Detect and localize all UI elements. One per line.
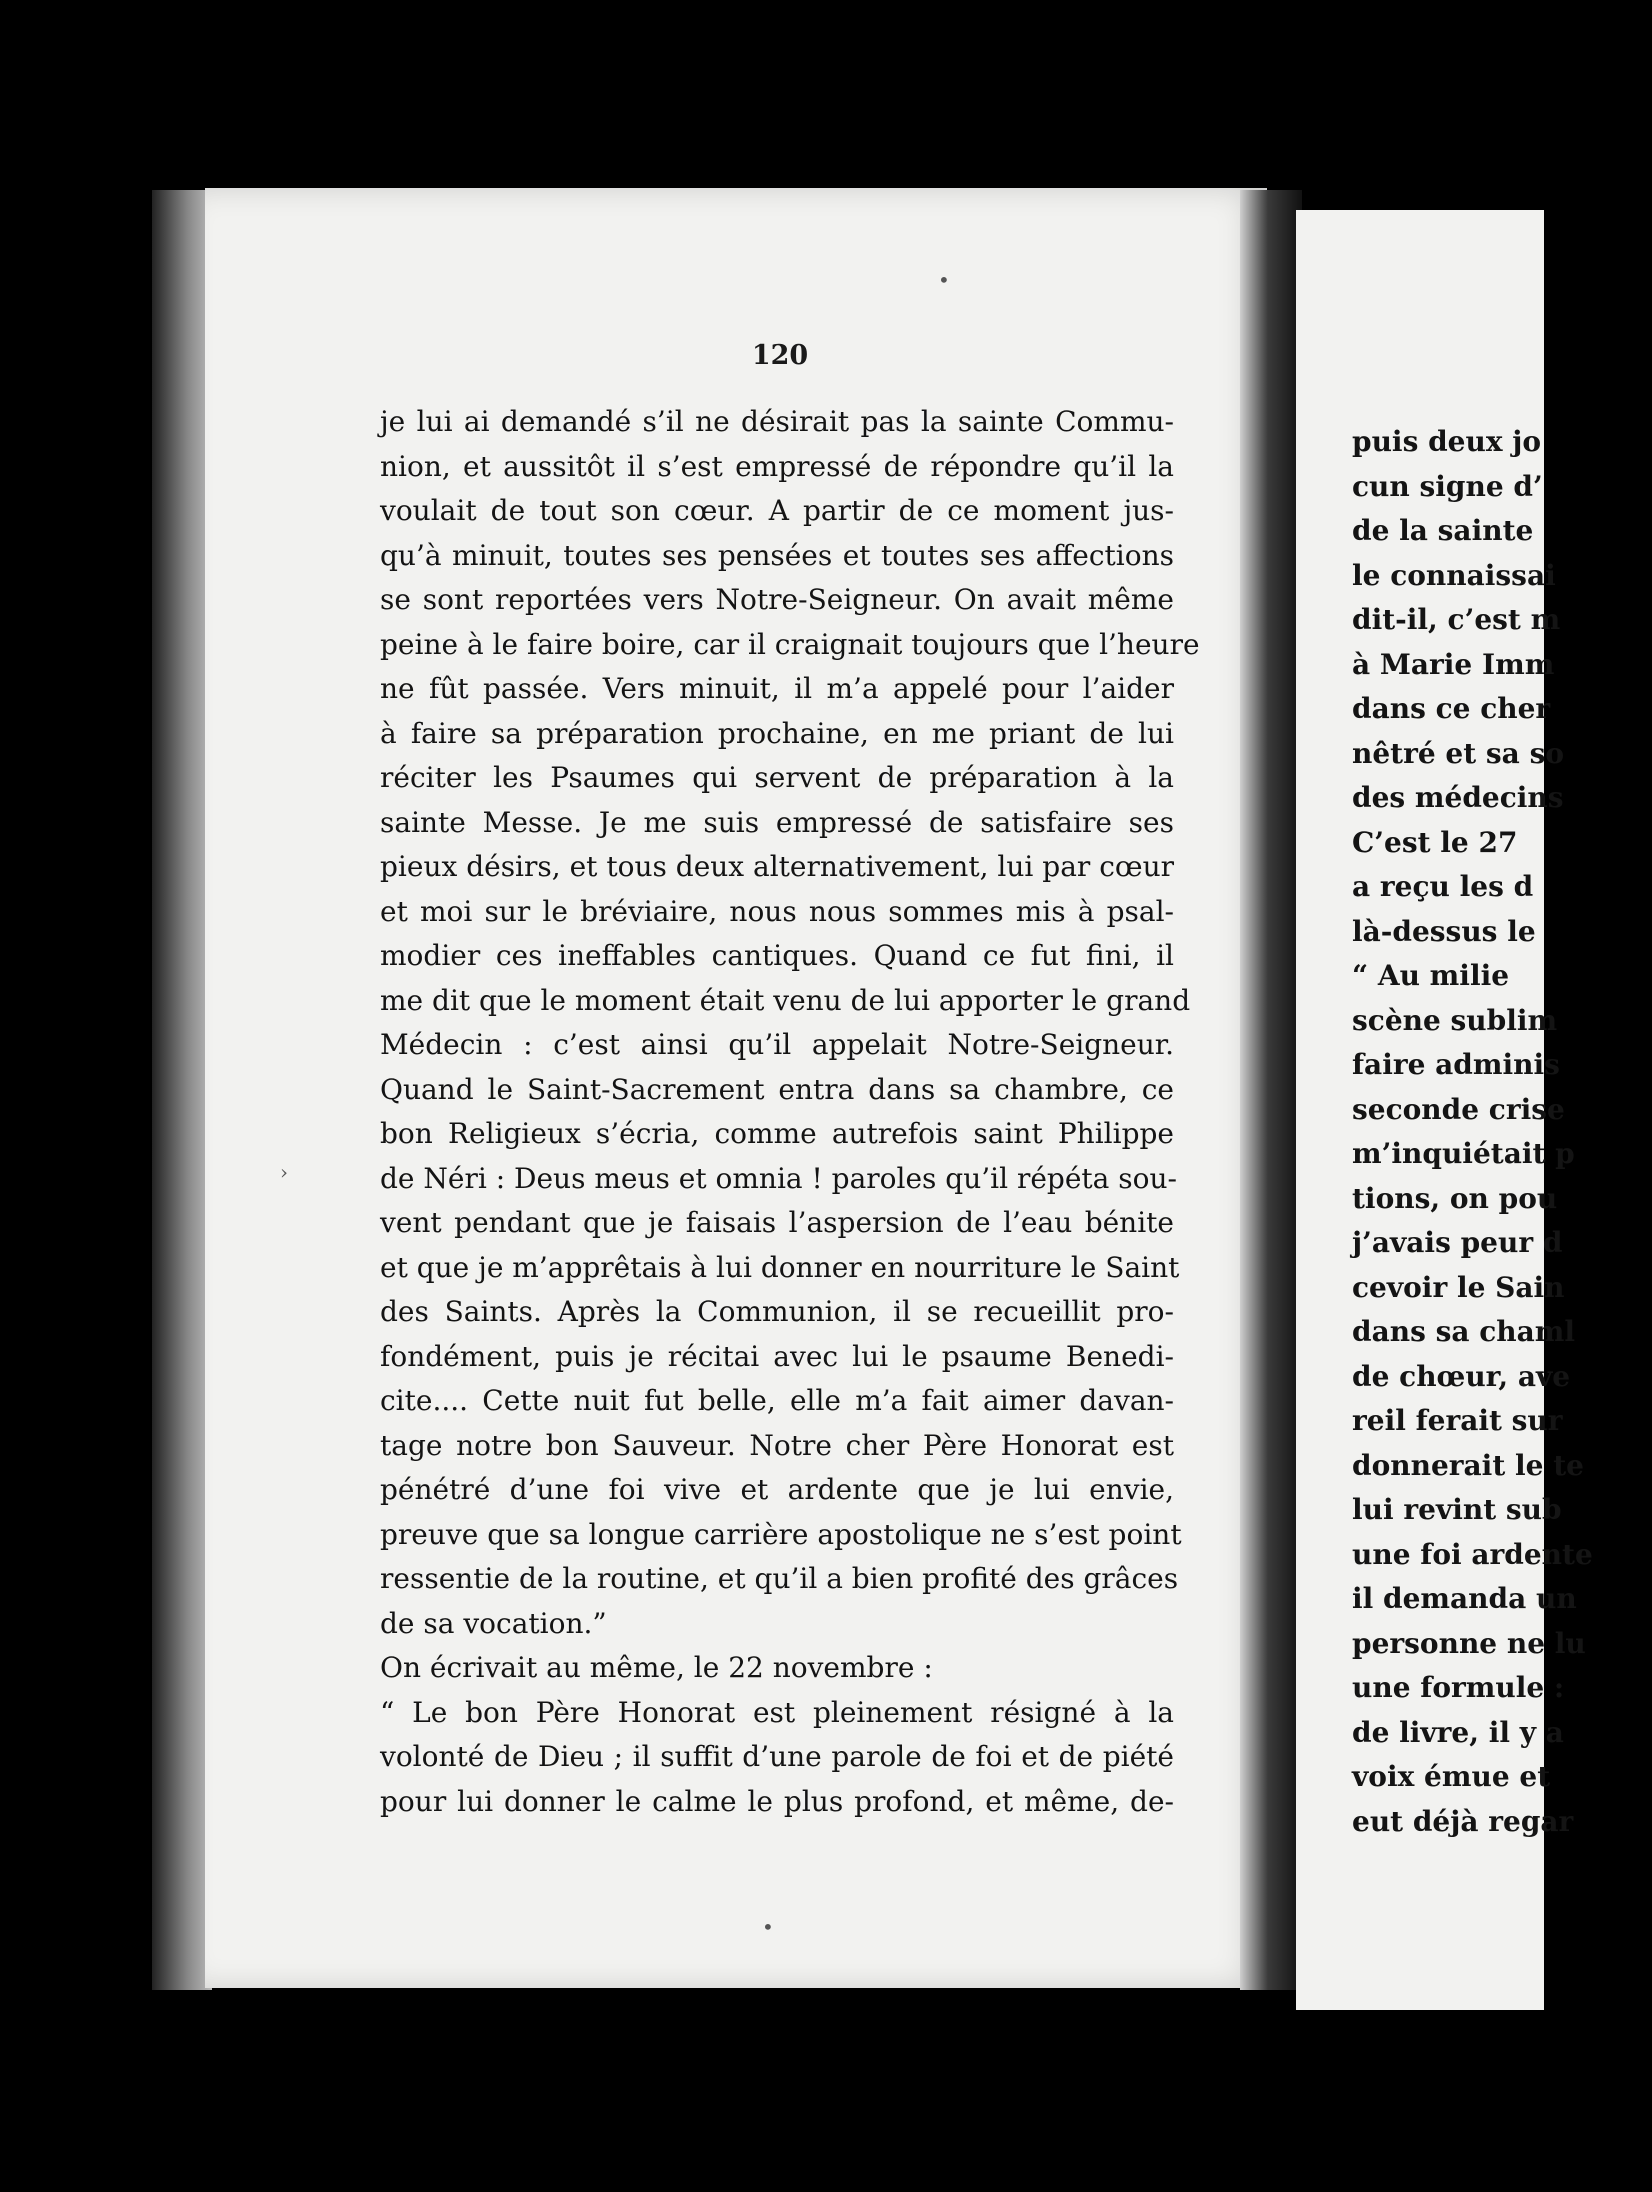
text-line: de sa vocation.” [380,1606,607,1640]
text-line: j’avais peur d [1352,1226,1563,1259]
text-line: voix émue et [1352,1760,1551,1793]
text-line: cite.... Cette nuit fut belle, elle m’a fait aimer davan- [380,1384,1174,1417]
text-line: des Saints. Après la Communion, il se recueillit pro- [380,1295,1174,1328]
text-line: de livre, il y a [1352,1715,1564,1749]
text-line: m’inquiétait p [1352,1137,1575,1170]
text-line: dans sa chaml [1352,1315,1576,1348]
text-line: lui revint sub [1352,1493,1562,1526]
text-line: dit-il, c’est m [1352,603,1561,636]
text-line: cun signe d’ [1352,469,1543,503]
text-line: et que je m’apprêtais à lui donner en nourriture le Saint [380,1250,1180,1284]
text-line: reil ferait sur [1352,1404,1563,1437]
text-line: dans ce cher [1352,692,1551,725]
text-line: tions, on pou [1352,1181,1558,1215]
text-line: Médecin : c’est ainsi qu’il appelait Notre-Seigneur. [380,1028,1174,1061]
text-line: volonté de Dieu ; il suffit d’une parole de foi et de piété [380,1740,1174,1773]
text-line: donnerait le te [1352,1448,1584,1482]
text-line: des médecins [1352,781,1564,814]
text-line: peine à le faire boire, car il craignait toujours que l’heure [380,627,1200,661]
text-line: puis deux jo [1352,425,1542,458]
text-line: nêtré et sa so [1352,736,1565,770]
text-line: tage notre bon Sauveur. Notre cher Père Honorat est [380,1428,1174,1462]
text-line: une foi ardente [1352,1537,1593,1571]
text-line: voulait de tout son cœur. A partir de ce moment jus- [380,494,1174,527]
text-line: preuve que sa longue carrière apostolique ne s’est point [380,1517,1182,1551]
text-line: de chœur, ave [1352,1359,1571,1393]
left-page-text [380,400,1200,1824]
text-line: personne ne lu [1352,1626,1586,1660]
text-line: qu’à minuit, toutes ses pensées et toutes ses affections [380,538,1174,572]
text-line: là-dessus le [1352,914,1536,948]
text-line: a reçu les d [1352,870,1534,903]
text-line: le connaissai [1352,558,1556,592]
text-line: réciter les Psaumes qui servent de préparation à la [380,761,1174,794]
margin-mark: › [280,1160,288,1184]
text-line: pénétré d’une foi vive et ardente que je lui envie, [380,1473,1174,1506]
text-line: de la sainte [1352,514,1534,547]
text-line: ne fût passée. Vers minuit, il m’a appelé pour l’aider [380,672,1174,705]
text-line: sainte Messe. Je me suis empressé de satisfaire ses [380,805,1174,839]
text-line: faire adminis [1352,1048,1560,1081]
text-line: C’est le 27 [1352,825,1518,859]
text-line: scène sublim [1352,1003,1558,1037]
text-line: pour lui donner le calme le plus profond, et même, de- [380,1784,1174,1818]
text-line: se sont reportées vers Notre-Seigneur. On avait même [380,583,1174,616]
book-gutter [1240,190,1302,1990]
book-page-edge [152,190,212,1990]
text-line: je lui ai demandé s’il ne désirait pas la sainte Commu- [380,405,1174,438]
text-line: fondément, puis je récitai avec lui le psaume Benedi- [380,1339,1174,1373]
text-line: “ Le bon Père Honorat est pleinement résigné à la [380,1695,1174,1729]
text-line: de Néri : Deus meus et omnia ! paroles qu’il répéta sou- [380,1161,1177,1195]
text-line: bon Religieux s’écria, comme autrefois saint Philippe [380,1117,1174,1150]
text-line: eut déjà regar [1352,1804,1574,1838]
text-line: ressentie de la routine, et qu’il a bien profité des grâces [380,1562,1179,1595]
text-line: et moi sur le bréviaire, nous nous sommes mis à psal- [380,894,1174,928]
page-number: 120 [751,340,809,371]
scan-speck: • [762,1915,774,1939]
text-line: vent pendant que je faisais l’aspersion de l’eau bénite [380,1206,1174,1239]
text-line: me dit que le moment était venu de lui apporter le grand [380,983,1191,1017]
text-line: Quand le Saint-Sacrement entra dans sa chambre, ce [380,1072,1174,1106]
text-line: nion, et aussitôt il s’est empressé de répondre qu’il la [380,449,1174,483]
text-line: pieux désirs, et tous deux alternativement, lui par cœur [380,850,1174,883]
text-line: On écrivait au même, le 22 novembre : [380,1651,933,1684]
text-line: à Marie Imm [1352,647,1555,681]
scan-speck: • [938,268,950,292]
right-page-text [1352,420,1652,1844]
text-line: il demanda un [1352,1582,1577,1615]
text-line: seconde crise [1352,1092,1565,1126]
text-line: cevoir le Sain [1352,1270,1565,1304]
text-line: modier ces ineffables cantiques. Quand ce fut fini, il [380,939,1174,972]
text-line: à faire sa préparation prochaine, en me priant de lui [380,716,1174,750]
text-line: “ Au milie [1352,959,1510,992]
text-line: une formule : [1352,1671,1565,1704]
